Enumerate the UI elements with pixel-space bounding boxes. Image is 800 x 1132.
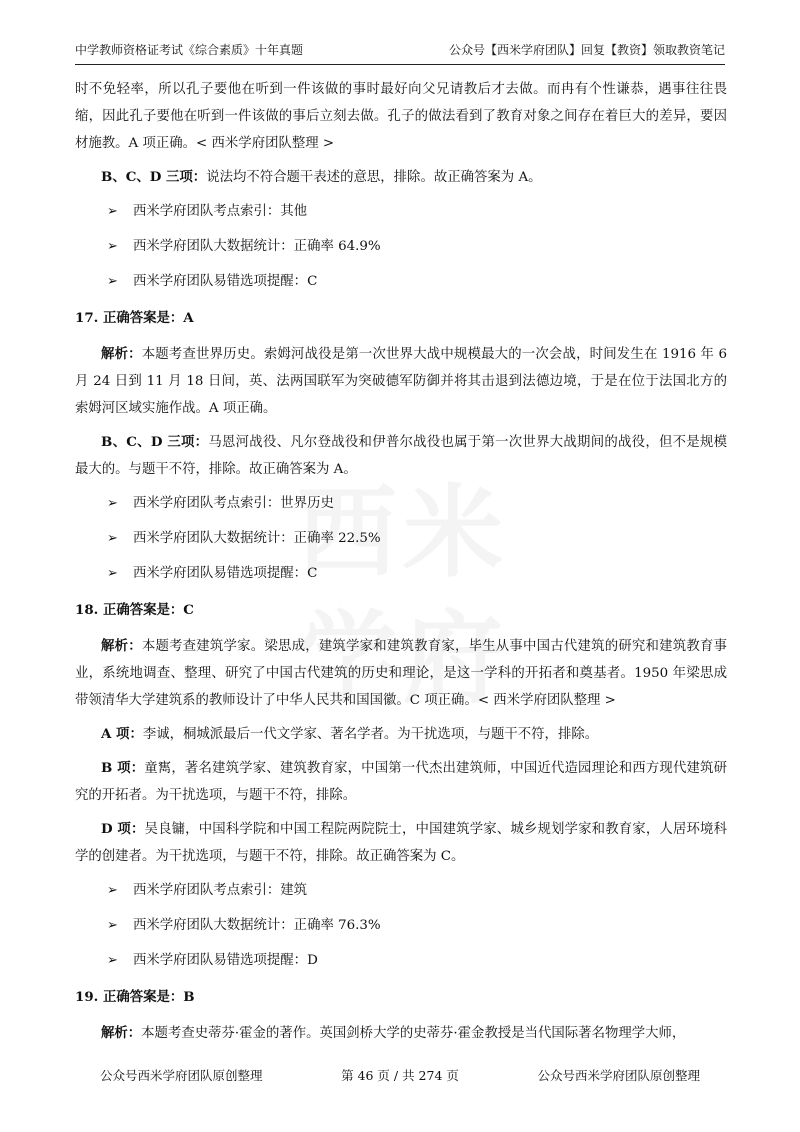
option-label: B 项： xyxy=(101,760,145,776)
paragraph-q17-other-options xyxy=(75,429,727,483)
list-item: ➢ 西米学府团队考点索引：其他 xyxy=(111,198,727,225)
question-18-answer-heading: 18. 正确答案是：C xyxy=(75,602,194,618)
option-text: 李诚，桐城派最后一代文学家、著名学者。为干扰选项，与题干不符，排除。 xyxy=(142,727,599,742)
list-item: ➢ 西米学府团队大数据统计：正确率 76.3% xyxy=(111,912,727,939)
option-label: B、C、D 三项： xyxy=(101,169,207,185)
arrow-bullet-icon: ➢ xyxy=(107,566,118,581)
arrow-bullet-icon: ➢ xyxy=(107,953,118,968)
paragraph-q17-analysis xyxy=(75,341,727,422)
option-label: B、C、D 三项： xyxy=(101,434,209,450)
option-text: 马恩河战役、凡尔登战役和伊普尔战役也属于第一次世界大战期间的战役，但不是规模最大的。与题干不符，排除。故正确答案为 A。 xyxy=(75,435,727,477)
list-item: ➢ 西米学府团队考点索引：建筑 xyxy=(111,877,727,904)
arrow-bullet-icon: ➢ xyxy=(107,918,118,933)
list-item: ➢ 西米学府团队大数据统计：正确率 22.5% xyxy=(111,525,727,552)
list-item: ➢ 西米学府团队考点索引：世界历史 xyxy=(111,490,727,517)
analysis-text: 本题考查史蒂芬·霍金的著作。英国剑桥大学的史蒂芬·霍金教授是当代国际著名物理学大师， xyxy=(141,1026,686,1041)
page-content xyxy=(75,76,727,1054)
header-wechat-notice: 公众号【西米学府团队】回复【教资】领取教资笔记 xyxy=(448,43,725,57)
page-header xyxy=(75,40,725,65)
option-label: D 项： xyxy=(101,821,145,837)
footer-source-right: 公众号西米学府团队原创整理 xyxy=(537,1068,700,1083)
paragraph-q18-option-d xyxy=(75,816,727,870)
footer-source-left: 公众号西米学府团队原创整理 xyxy=(100,1068,263,1083)
page-footer xyxy=(75,1066,725,1086)
paragraph-q16-other-options xyxy=(75,164,727,191)
option-text: 童寯，著名建筑学家、建筑教育家，中国第一代杰出建筑师，中国近代造园理论和西方现代建筑研究的开拓者。为干扰选项，与题干不符，排除。 xyxy=(75,761,728,803)
analysis-label: 解析： xyxy=(101,638,142,654)
header-book-title: 中学教师资格证考试《综合素质》十年真题 xyxy=(75,43,304,57)
list-item: ➢ 西米学府团队易错选项提醒：D xyxy=(111,947,727,974)
analysis-text: 本题考查建筑学家。梁思成，建筑学家和建筑教育家，毕生从事中国古代建筑的研究和建筑教育事业，系统地调查、整理、研究了中国古代建筑的历史和理论，是这一学科的开拓者和奠基者。1950 年梁思成带领清华大学建筑系的教师设计了中华人民共和国国徽。C 项正确。< 西米学府团队整理 > xyxy=(75,639,727,708)
analysis-label: 解析： xyxy=(101,346,142,362)
option-text: 说法均不符合题干表述的意思，排除。故正确答案为 A。 xyxy=(206,170,542,185)
paragraph-q19-analysis xyxy=(75,1020,727,1047)
question-19-answer-heading: 19. 正确答案是：B xyxy=(75,989,195,1005)
arrow-bullet-icon: ➢ xyxy=(107,496,118,511)
question-17-answer-heading: 17. 正确答案是：A xyxy=(75,310,194,326)
paragraph-q18-option-b xyxy=(75,755,727,809)
arrow-bullet-icon: ➢ xyxy=(107,274,118,289)
paragraph-q18-option-a xyxy=(75,721,727,748)
paragraph-q18-analysis xyxy=(75,633,727,714)
analysis-label: 解析： xyxy=(101,1025,142,1041)
list-item: ➢ 西米学府团队易错选项提醒：C xyxy=(111,560,727,587)
option-text: 吴良镛，中国科学院和中国工程院两院院士，中国建筑学家、城乡规划学家和教育家，人居环境科学的创建者。为干扰选项，与题干不符，排除。故正确答案为 C。 xyxy=(75,822,727,864)
page-number: 第 46 页 / 共 274 页 xyxy=(341,1068,459,1083)
arrow-bullet-icon: ➢ xyxy=(107,204,118,219)
analysis-text: 本题考查世界历史。索姆河战役是第一次世界大战中规模最大的一次会战，时间发生在 1916 年 6 月 24 日到 11 月 18 日间，英、法两国联军为突破德军防御并将其击退到法德边境，于是在位于法国北方的索姆河区域实施作战。A 项正确。 xyxy=(75,347,728,416)
list-item: ➢ 西米学府团队易错选项提醒：C xyxy=(111,268,727,295)
option-label: A 项： xyxy=(101,726,143,742)
arrow-bullet-icon: ➢ xyxy=(107,239,118,254)
arrow-bullet-icon: ➢ xyxy=(107,531,118,546)
arrow-bullet-icon: ➢ xyxy=(107,883,118,898)
list-item: ➢ 西米学府团队大数据统计：正确率 64.9% xyxy=(111,233,727,260)
paragraph-q16-continued: 时不免轻率，所以孔子要他在听到一件该做的事时最好向父兄请教后才去做。而冉有个性谦恭，遇事往往畏缩，因此孔子要他在听到一件该做的事后立刻去做。孔子的做法看到了教育对象之间存在着巨大的差异，要因材施教。A 项正确。< 西米学府团队整理 > xyxy=(75,82,727,151)
